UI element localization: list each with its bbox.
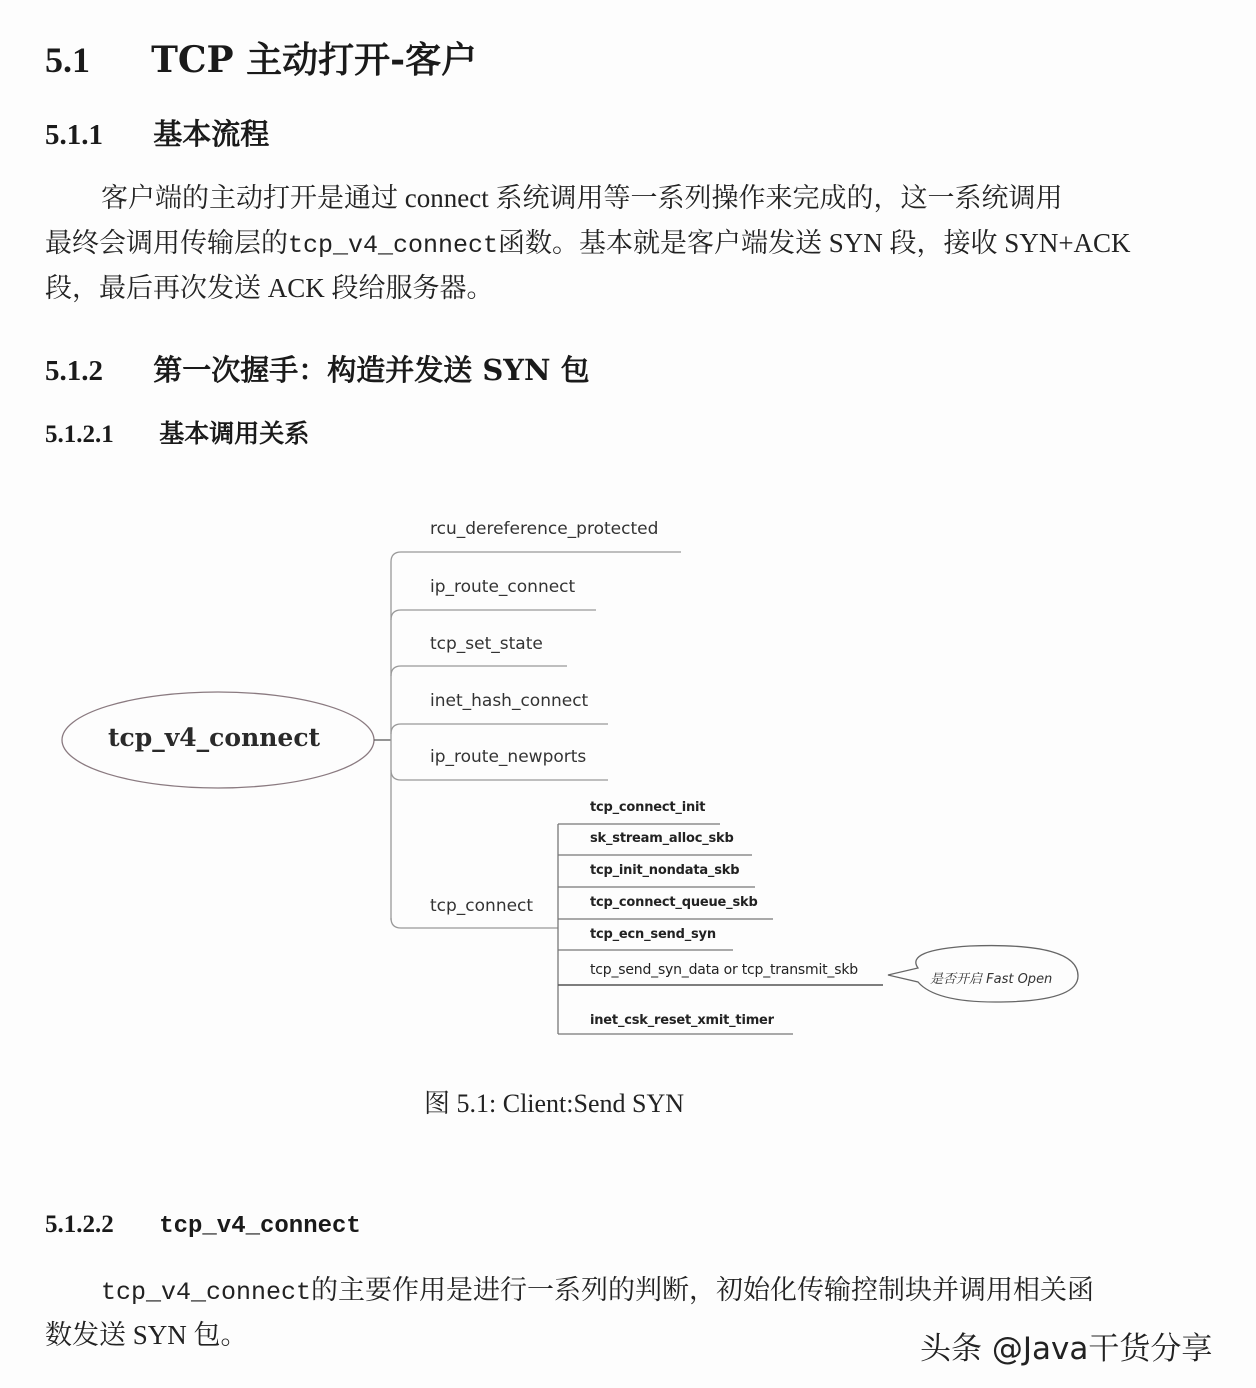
figure-caption: 图 5.1: Client:Send SYN <box>424 1089 685 1118</box>
diagram-node-tcp-connect: tcp_connect <box>430 896 534 916</box>
inline-code: tcp_v4_connect <box>288 231 499 260</box>
watermark: 头条 @Java干货分享 <box>920 1331 1213 1367</box>
paragraph-text: 客户端的主动打开是通过 connect 系统调用等一系列操作来完成的，这一系统调用 <box>101 183 1063 213</box>
paragraph-text: 函数。基本就是客户端发送 SYN 段，接收 SYN+ACK <box>498 228 1131 258</box>
subsection-title: 基本流程 <box>153 117 270 151</box>
section-number: 5.1 <box>45 40 90 80</box>
subsection-title: 第一次握手：构造并发送 SYN 包 <box>153 353 590 387</box>
subsubsection-title: tcp_v4_connect <box>159 1213 361 1240</box>
inline-code: tcp_v4_connect <box>101 1278 312 1307</box>
diagram-subnode-inet-csk-reset-xmit-timer: inet_csk_reset_xmit_timer <box>590 1013 774 1028</box>
diagram-subnode-tcp-connect-queue-skb: tcp_connect_queue_skb <box>590 895 758 910</box>
subsection-number: 5.1.1 <box>45 119 103 151</box>
paragraph-text: 段，最后再次发送 ACK 段给服务器。 <box>45 273 494 303</box>
diagram-subnode-tcp-send-syn-data: tcp_send_syn_data or tcp_transmit_skb <box>590 962 858 978</box>
diagram-node-ip-route-connect: ip_route_connect <box>430 577 576 597</box>
section-title: TCP 主动打开-客户 <box>151 39 478 81</box>
subsubsection-heading-tcp-v4-connect <box>45 1209 361 1240</box>
paragraph-text: 数发送 SYN 包。 <box>45 1320 248 1350</box>
diagram-callout-fast-open: 是否开启 Fast Open <box>930 972 1053 987</box>
diagram-node-tcp-set-state: tcp_set_state <box>430 634 543 654</box>
paragraph-text: 的主要作用是进行一系列的判断，初始化传输控制块并调用相关函 <box>311 1275 1095 1305</box>
subsubsection-title: 基本调用关系 <box>159 419 310 448</box>
subsubsection-number: 5.1.2.2 <box>45 1211 114 1238</box>
diagram-node-ip-route-newports: ip_route_newports <box>430 747 587 767</box>
diagram-subnode-tcp-ecn-send-syn: tcp_ecn_send_syn <box>590 927 716 942</box>
subsubsection-number: 5.1.2.1 <box>45 421 114 448</box>
paragraph-line <box>45 1313 248 1352</box>
subsection-number: 5.1.2 <box>45 355 103 387</box>
diagram-subnode-tcp-connect-init: tcp_connect_init <box>590 800 706 815</box>
diagram-node-inet-hash-connect: inet_hash_connect <box>430 691 589 711</box>
diagram-node-rcu-dereference-protected: rcu_dereference_protected <box>430 519 659 539</box>
diagram-root-node: tcp_v4_connect <box>108 723 321 752</box>
paragraph-text: 最终会调用传输层的 <box>45 228 288 258</box>
diagram-subnode-tcp-init-nondata-skb: tcp_init_nondata_skb <box>590 863 740 878</box>
paragraph-line <box>101 1268 1094 1307</box>
diagram-subnode-sk-stream-alloc-skb: sk_stream_alloc_skb <box>590 831 734 846</box>
